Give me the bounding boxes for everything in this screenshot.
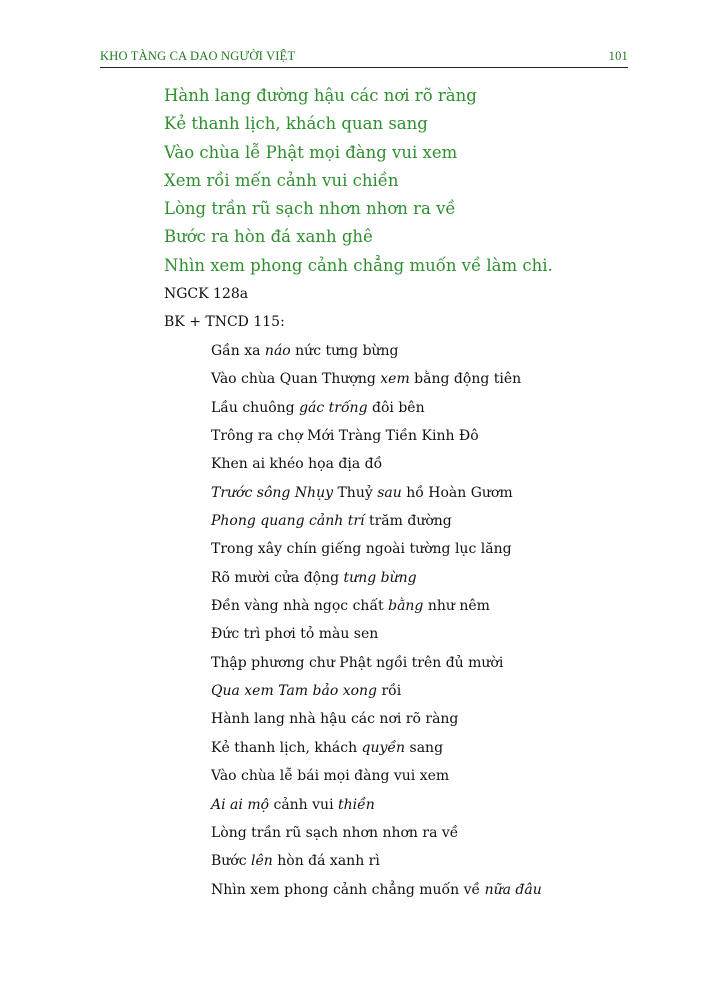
poem-line bbox=[211, 620, 542, 648]
verse-text: Hành lang nhà hậu các nơi rõ ràng bbox=[211, 711, 459, 728]
verse-text: Đức trì phơi tỏ màu sen bbox=[211, 626, 379, 643]
verse-text: Trông ra chợ Mới Tràng Tiền Kinh Đô bbox=[211, 428, 479, 445]
verse-text: Gần xa bbox=[211, 343, 265, 359]
verse-text: Vào chùa Quan Thượng bbox=[211, 371, 381, 388]
poem-line bbox=[211, 847, 542, 875]
poem-line bbox=[211, 819, 542, 847]
source-reference: NGCK 128a bbox=[164, 286, 249, 302]
poem-line bbox=[211, 791, 542, 819]
poem-line bbox=[211, 677, 542, 705]
poem-variant-block bbox=[211, 337, 542, 904]
verse-text: bằng động tiên bbox=[409, 371, 522, 388]
verse-text: trăm đường bbox=[364, 513, 452, 530]
verse-text: Đền vàng nhà ngọc chất bbox=[211, 598, 389, 615]
verse-text: như nêm bbox=[423, 598, 490, 615]
verse-text: cảnh vui bbox=[269, 796, 339, 813]
verse-text: Vào chùa lễ bái mọi đàng vui xem bbox=[211, 768, 450, 785]
verse-text: Rõ mười cửa động bbox=[211, 569, 344, 586]
green-verse-line: Bước ra hòn đá xanh ghê bbox=[164, 227, 373, 247]
poem-line bbox=[211, 592, 542, 620]
green-verse-line: Lòng trần rũ sạch nhơn nhơn ra về bbox=[164, 199, 456, 219]
verse-text: hồ Hoàn Gươm bbox=[401, 484, 513, 501]
italic-variant-text: tưng bừng bbox=[343, 569, 417, 586]
verse-text: rồi bbox=[377, 683, 402, 700]
italic-variant-text: xem bbox=[380, 371, 410, 388]
italic-variant-text: Phong quang cảnh trí bbox=[211, 513, 365, 530]
poem-line bbox=[211, 535, 542, 563]
verse-text: Khen ai khéo họa địa đồ bbox=[211, 456, 383, 473]
poem-line bbox=[211, 479, 542, 507]
running-header bbox=[100, 49, 628, 68]
italic-variant-text: Trước sông Nhụy bbox=[211, 484, 334, 501]
italic-variant-text: sau bbox=[377, 484, 402, 501]
green-verse-block bbox=[164, 82, 553, 280]
poem-line bbox=[211, 762, 542, 790]
verse-text: Lầu chuông bbox=[211, 399, 300, 416]
poem-line bbox=[211, 649, 542, 677]
poem-line bbox=[211, 564, 542, 592]
verse-text: Trong xây chín giếng ngoài tường lục lăng bbox=[211, 541, 512, 558]
verse-text: Thuỷ bbox=[333, 484, 378, 501]
green-verse-line: Nhìn xem phong cảnh chẳng muốn về làm chi. bbox=[164, 255, 553, 275]
italic-variant-text: thiền bbox=[338, 796, 375, 813]
green-verse-line: Vào chùa lễ Phật mọi đàng vui xem bbox=[164, 142, 458, 162]
verse-text: Lòng trần rũ sạch nhơn nhơn ra về bbox=[211, 824, 459, 841]
poem-line bbox=[211, 394, 542, 422]
poem-line bbox=[211, 705, 542, 733]
verse-text: nức tưng bừng bbox=[290, 343, 399, 359]
poem-line bbox=[211, 365, 542, 393]
italic-variant-text: bằng bbox=[388, 598, 424, 615]
green-verse-line: Hành lang đường hậu các nơi rõ ràng bbox=[164, 86, 477, 105]
verse-text: đôi bên bbox=[367, 399, 425, 416]
verse-text: Nhìn xem phong cảnh chẳng muốn về bbox=[211, 881, 485, 898]
poem-line bbox=[211, 734, 542, 762]
poem-line bbox=[211, 422, 542, 450]
verse-text: Bước bbox=[211, 853, 252, 870]
page-number: 101 bbox=[608, 49, 628, 63]
italic-variant-text: quyền bbox=[361, 739, 406, 756]
book-title: KHO TÀNG CA DAO NGƯỜI VIỆT bbox=[100, 49, 296, 63]
verse-text: sang bbox=[405, 739, 444, 756]
green-verse-line: Kẻ thanh lịch, khách quan sang bbox=[164, 114, 428, 134]
source-reference: BK + TNCD 115: bbox=[164, 314, 285, 330]
italic-variant-text: Qua xem Tam bảo xong bbox=[211, 683, 378, 700]
italic-variant-text: náo bbox=[264, 343, 291, 359]
poem-line bbox=[211, 876, 542, 904]
italic-variant-text: nữa đâu bbox=[484, 881, 542, 898]
verse-text: Thập phương chư Phật ngồi trên đủ mười bbox=[211, 654, 504, 671]
verse-text: hòn đá xanh rì bbox=[272, 853, 380, 870]
italic-variant-text: Ai ai mộ bbox=[211, 796, 270, 813]
green-verse-line: Xem rồi mến cảnh vui chiền bbox=[164, 170, 399, 190]
poem-line bbox=[211, 337, 542, 365]
poem-line bbox=[211, 450, 542, 478]
italic-variant-text: lên bbox=[251, 853, 273, 870]
italic-variant-text: gác trống bbox=[299, 399, 368, 416]
verse-text: Kẻ thanh lịch, khách bbox=[211, 739, 362, 756]
poem-line bbox=[211, 507, 542, 535]
